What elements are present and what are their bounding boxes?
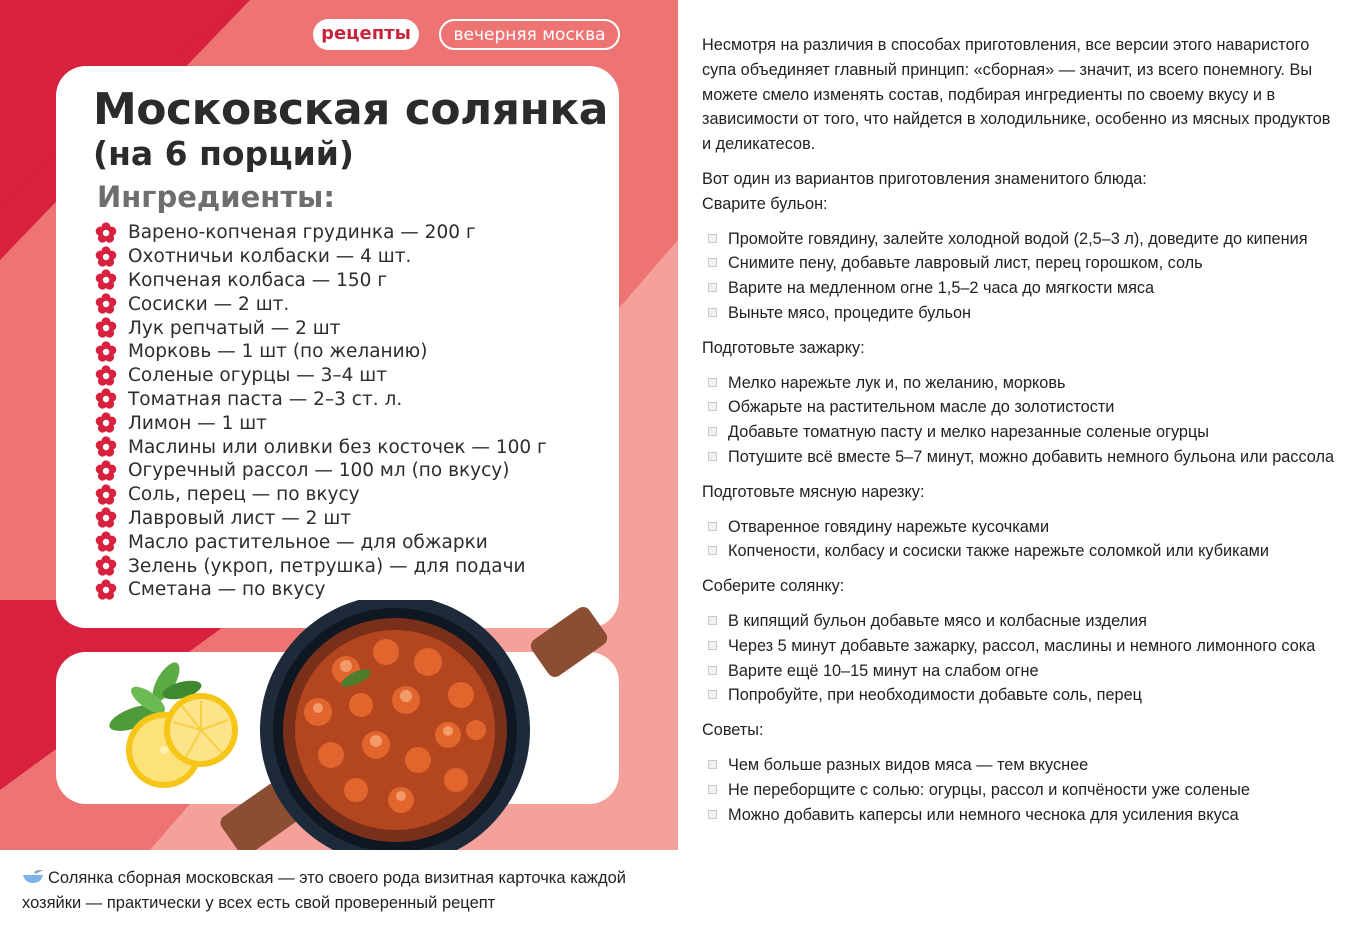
steps-list <box>702 753 1338 827</box>
recipe-article <box>702 33 1338 837</box>
ingredient-text: Сметана — по вкусу <box>128 579 326 601</box>
steps-list <box>702 227 1338 326</box>
step-item <box>702 753 1338 778</box>
step-text: Обжарьте на растительном масле до золотистости <box>728 398 1115 417</box>
flower-bullet-icon <box>95 222 117 244</box>
solyanka-illustration <box>56 600 678 850</box>
caption-text: Солянка сборная московская — это своего рода визитная карточка каждой хозяйки — практически у всех есть свой проверенный рецепт <box>22 869 626 912</box>
step-item <box>702 371 1338 396</box>
ingredient-text: Лук репчатый — 2 шт <box>128 317 341 339</box>
caption <box>22 866 662 916</box>
step-item <box>702 227 1338 252</box>
flower-bullet-icon <box>95 365 117 387</box>
checkbox-bullet-icon <box>708 760 717 769</box>
checkbox-bullet-icon <box>708 522 717 531</box>
checkbox-bullet-icon <box>708 283 717 292</box>
checkbox-bullet-icon <box>708 616 717 625</box>
ingredient-text: Зелень (укроп, петрушка) — для подачи <box>128 555 526 577</box>
ingredients-list <box>95 221 547 602</box>
flower-bullet-icon <box>95 460 117 482</box>
ingredient-item <box>95 269 547 293</box>
step-text: Можно добавить каперсы или немного чеснока для усиления вкуса <box>728 805 1239 824</box>
ingredient-item <box>95 578 547 602</box>
recipe-servings: (на 6 порций) <box>93 134 354 173</box>
step-item <box>702 420 1338 445</box>
step-item <box>702 301 1338 326</box>
soup-bowl-icon <box>22 870 44 884</box>
step-text: Отваренное говядину нарежьте кусочками <box>728 517 1050 536</box>
article-intro: Несмотря на различия в способах приготовления, все версии этого наваристого супа объединяет главный принцип: «сборная» — значит, из всего понемногу. Вы можете смело изменять состав, подбирая ингредиенты по своему вкусу и в зависимости от того, что найдется в холодильнике, особенно из мясных продуктов и деликатесов. <box>702 36 1331 154</box>
badge-recipes[interactable]: рецепты <box>313 19 419 50</box>
ingredient-item <box>95 221 547 245</box>
checkbox-bullet-icon <box>708 234 717 243</box>
section-heading: Соберите солянку: <box>702 577 845 596</box>
section-heading: Подготовьте зажарку: <box>702 338 865 357</box>
ingredients-heading: Ингредиенты: <box>97 180 335 214</box>
checkbox-bullet-icon <box>708 785 717 794</box>
checkbox-bullet-icon <box>708 402 717 411</box>
ingredient-item <box>95 245 547 269</box>
checkbox-bullet-icon <box>708 452 717 461</box>
step-item <box>702 251 1338 276</box>
step-text: Добавьте томатную пасту и мелко нарезанные соленые огурцы <box>728 423 1210 442</box>
article-sections <box>702 192 1338 828</box>
step-text: Выньте мясо, процедите бульон <box>728 303 972 322</box>
checkbox-bullet-icon <box>708 810 717 819</box>
flower-bullet-icon <box>95 531 117 553</box>
checkbox-bullet-icon <box>708 641 717 650</box>
step-text: Чем больше разных видов мяса — тем вкуснее <box>728 755 1089 774</box>
step-text: Мелко нарежьте лук и, по желанию, морковь <box>728 373 1066 392</box>
flower-bullet-icon <box>95 269 117 291</box>
flower-bullet-icon <box>95 317 117 339</box>
flower-bullet-icon <box>95 388 117 410</box>
badge-brand[interactable]: вечерняя москва <box>439 19 620 50</box>
step-text: Не переборщите с солью: огурцы, рассол и копчёности уже соленые <box>728 780 1250 799</box>
checkbox-bullet-icon <box>708 378 717 387</box>
checkbox-bullet-icon <box>708 308 717 317</box>
step-item <box>702 803 1338 828</box>
step-text: Копчености, колбасу и сосиски также нарежьте соломкой или кубиками <box>728 542 1269 561</box>
flower-bullet-icon <box>95 555 117 577</box>
section-heading: Подготовьте мясную нарезку: <box>702 482 925 501</box>
step-text: Промойте говядину, залейте холодной водой (2,5–3 л), доведите до кипения <box>728 229 1308 248</box>
ingredient-text: Томатная паста — 2–3 ст. л. <box>128 388 403 410</box>
flower-bullet-icon <box>95 484 117 506</box>
section-heading: Сварите бульон: <box>702 194 828 213</box>
ingredient-text: Огуречный рассол — 100 мл (по вкусу) <box>128 460 510 482</box>
ingredient-text: Соль, перец — по вкусу <box>128 484 360 506</box>
ingredient-item <box>95 340 547 364</box>
flower-bullet-icon <box>95 246 117 268</box>
flower-bullet-icon <box>95 412 117 434</box>
flower-bullet-icon <box>95 293 117 315</box>
ingredient-text: Лавровый лист — 2 шт <box>128 507 352 529</box>
ingredient-text: Сосиски — 2 шт. <box>128 293 290 315</box>
checkbox-bullet-icon <box>708 546 717 555</box>
ingredient-text: Маслины или оливки без косточек — 100 г <box>128 436 547 458</box>
flower-bullet-icon <box>95 341 117 363</box>
ingredient-item <box>95 435 547 459</box>
ingredient-item <box>95 483 547 507</box>
steps-list <box>702 609 1338 708</box>
section-heading: Советы: <box>702 721 764 740</box>
step-item <box>702 276 1338 301</box>
step-item <box>702 445 1338 470</box>
checkbox-bullet-icon <box>708 666 717 675</box>
ingredient-text: Копченая колбаса — 150 г <box>128 269 388 291</box>
step-text: В кипящий бульон добавьте мясо и колбасные изделия <box>728 611 1147 630</box>
ingredient-text: Масло растительное — для обжарки <box>128 531 488 553</box>
ingredient-item <box>95 554 547 578</box>
ingredient-item <box>95 411 547 435</box>
ingredient-text: Охотничьи колбаски — 4 шт. <box>128 246 412 268</box>
ingredient-text: Лимон — 1 шт <box>128 412 267 434</box>
step-text: Варите ещё 10–15 минут на слабом огне <box>728 661 1039 680</box>
soup-pot-icon <box>217 600 610 850</box>
ingredient-text: Морковь — 1 шт (по желанию) <box>128 341 428 363</box>
checkbox-bullet-icon <box>708 427 717 436</box>
ingredient-item <box>95 459 547 483</box>
article-lead: Вот один из вариантов приготовления знаменитого блюда: <box>702 169 1147 188</box>
steps-list <box>702 515 1338 565</box>
step-text: Через 5 минут добавьте зажарку, рассол, маслины и немного лимонного сока <box>728 636 1316 655</box>
step-item <box>702 515 1338 540</box>
ingredient-item <box>95 530 547 554</box>
ingredient-item <box>95 388 547 412</box>
ingredient-item <box>95 507 547 531</box>
step-item <box>702 395 1338 420</box>
step-item <box>702 778 1338 803</box>
flower-bullet-icon <box>95 436 117 458</box>
step-text: Снимите пену, добавьте лавровый лист, перец горошком, соль <box>728 254 1203 273</box>
step-item <box>702 683 1338 708</box>
flower-bullet-icon <box>95 507 117 529</box>
steps-list <box>702 371 1338 470</box>
step-item <box>702 609 1338 634</box>
step-text: Потушите всё вместе 5–7 минут, можно добавить немного бульона или рассола <box>728 447 1335 466</box>
ingredient-text: Варено-копченая грудинка — 200 г <box>128 222 476 244</box>
recipe-card <box>0 0 678 850</box>
ingredient-item <box>95 364 547 388</box>
recipe-title: Московская солянка <box>93 84 608 135</box>
step-text: Попробуйте, при необходимости добавьте соль, перец <box>728 686 1142 705</box>
ingredient-item <box>95 292 547 316</box>
checkbox-bullet-icon <box>708 690 717 699</box>
step-text: Варите на медленном огне 1,5–2 часа до мягкости мяса <box>728 279 1155 298</box>
ingredient-text: Соленые огурцы — 3–4 шт <box>128 365 387 387</box>
step-item <box>702 659 1338 684</box>
ingredient-item <box>95 316 547 340</box>
step-item <box>702 539 1338 564</box>
step-item <box>702 634 1338 659</box>
flower-bullet-icon <box>95 579 117 601</box>
checkbox-bullet-icon <box>708 258 717 267</box>
